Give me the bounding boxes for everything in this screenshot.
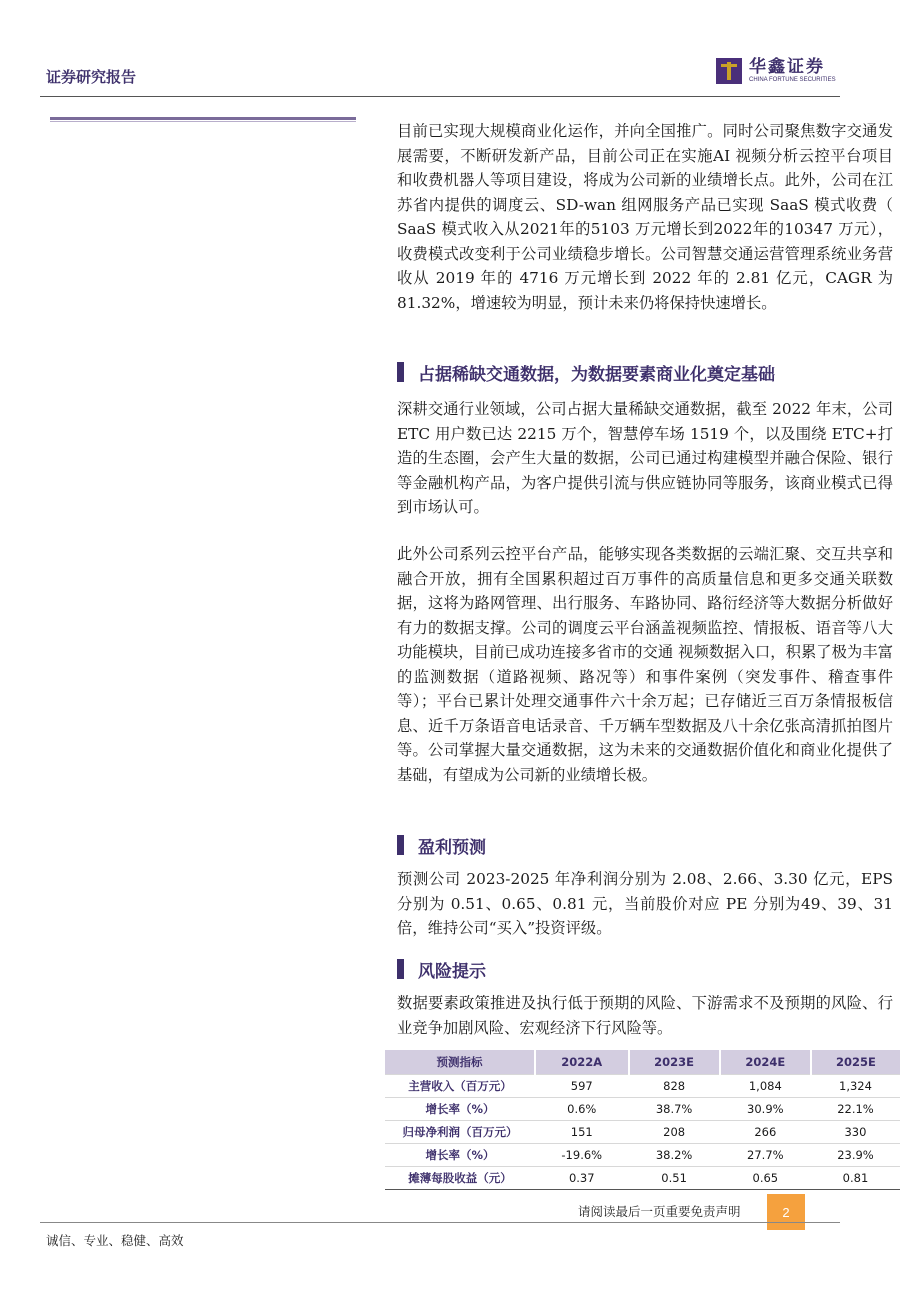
paragraph-earnings-forecast: 预测公司 2023-2025 年净利润分别为 2.08、2.66、3.30 亿元，EPS 分别为 0.51、0.65、0.81 元，当前股价对应 PE 分别为49、39、31倍，维持公司“买入”投资评级。 xyxy=(397,870,893,937)
logo-english-name: CHINA FORTUNE SECURITIES xyxy=(749,77,836,83)
paragraph-risk-warning: 数据要素政策推进及执行低于预期的风险、下游需求不及预期的风险、行业竞争加剧风险、宏观经济下行风险等。 xyxy=(397,994,893,1037)
page-number: 2 xyxy=(767,1194,805,1230)
section-marker-icon xyxy=(397,959,404,979)
row-label: 增长率（%） xyxy=(385,1097,535,1120)
report-type-label: 证券研究报告 xyxy=(46,68,137,86)
section-heading-forecast xyxy=(397,831,893,859)
table-cell: 208 xyxy=(629,1120,720,1143)
table-header-cell: 2022A xyxy=(535,1050,629,1074)
table-cell: 828 xyxy=(629,1074,720,1097)
table-cell: 22.1% xyxy=(811,1097,900,1120)
disclaimer-note: 请阅读最后一页重要免责声明 xyxy=(578,1204,741,1219)
table-cell: 597 xyxy=(535,1074,629,1097)
table-row xyxy=(385,1166,900,1189)
header-divider xyxy=(40,96,840,97)
section-title: 盈利预测 xyxy=(418,837,486,858)
table-row xyxy=(385,1097,900,1120)
row-label: 归母净利润（百万元） xyxy=(385,1120,535,1143)
table-cell: 27.7% xyxy=(720,1143,811,1166)
section-heading-risk xyxy=(397,955,893,983)
table-cell: 23.9% xyxy=(811,1143,900,1166)
table-header-cell: 预测指标 xyxy=(385,1050,535,1074)
company-motto: 诚信、专业、稳健、高效 xyxy=(46,1233,184,1248)
table-cell: 1,324 xyxy=(811,1074,900,1097)
table-cell: 0.65 xyxy=(720,1166,811,1189)
table-cell: 0.37 xyxy=(535,1166,629,1189)
main-content xyxy=(397,119,893,1040)
company-logo xyxy=(716,58,836,84)
sidebar-rule xyxy=(50,117,356,120)
table-row xyxy=(385,1120,900,1143)
paragraph-cloud-platform: 此外公司系列云控平台产品，能够实现各类数据的云端汇聚、交互共享和融合开放，拥有全国累积超过百万事件的高质量信息和更多交通关联数据，这将为路网管理、出行服务、车路协同、路衍经济等大数据分析做好有力的数据支撑。公司的调度云平台涵盖视频监控、情报板、语音等八大功能模块，目前已成功连接多省市的交通 视频数据入口，积累了极为丰富的监测数据（道路视频、路况等）和事件案例（突发事件、稽查事件等）；平台已累计处理交通事件六十余万起；已存储近三百万条情报板信息、近千万条语音电话录音、千万辆车型数据及八十余亿张高清抓拍图片等。公司掌握大量交通数据，这为未来的交通数据价值化和商业化提供了基础，有望成为公司新的业绩增长极。 xyxy=(397,545,893,784)
table-cell: 266 xyxy=(720,1120,811,1143)
table-header-cell: 2024E xyxy=(720,1050,811,1074)
table-cell: 1,084 xyxy=(720,1074,811,1097)
table-header-row xyxy=(385,1050,900,1074)
table-cell: 151 xyxy=(535,1120,629,1143)
forecast-table xyxy=(385,1050,900,1190)
table-cell: 0.6% xyxy=(535,1097,629,1120)
section-title: 占据稀缺交通数据，为数据要素商业化奠定基础 xyxy=(418,364,775,385)
footer-divider xyxy=(40,1222,840,1223)
section-title: 风险提示 xyxy=(418,961,486,982)
section-marker-icon xyxy=(397,835,404,855)
paragraph-scarce-data: 深耕交通行业领域，公司占据大量稀缺交通数据，截至 2022 年末，公司 ETC 用户数已达 2215 万个，智慧停车场 1519 个，以及围绕 ETC+打造的生态圈，会产生大量的数据，公司已通过构建模型并融合保险、银行等金融机构产品，为客户提供引流与供应链协同等服务，该商业模式已得到市场认可。 xyxy=(397,400,893,516)
table-cell: 38.2% xyxy=(629,1143,720,1166)
table-cell: 0.81 xyxy=(811,1166,900,1189)
table-cell: 330 xyxy=(811,1120,900,1143)
logo-chinese-name: 华鑫证券 xyxy=(749,57,825,77)
table-cell: 0.51 xyxy=(629,1166,720,1189)
row-label: 主营收入（百万元） xyxy=(385,1074,535,1097)
row-label: 增长率（%） xyxy=(385,1143,535,1166)
paragraph-business-growth: 目前已实现大规模商业化运作，并向全国推广。同时公司聚焦数字交通发展需要，不断研发新产品，目前公司正在实施AI 视频分析云控平台项目和收费机器人等项目建设，将成为公司新的业绩增长点。此外，公司在江苏省内提供的调度云、SD-wan 组网服务产品已实现 SaaS 模式收费（ SaaS 模式收入从2021年的5103 万元增长到2022年的10347 万元），收费模式改变利于公司业绩稳步增长。公司智慧交通运营管理系统业务营收从 2019 年的 4716 万元增长到 2022 年的 2.81 亿元，CAGR 为 81.32%，增速较为明显，预计未来仍将保持快速增长。 xyxy=(397,122,893,312)
table-cell: 38.7% xyxy=(629,1097,720,1120)
row-label: 摊薄每股收益（元） xyxy=(385,1166,535,1189)
table-header-cell: 2023E xyxy=(629,1050,720,1074)
table-row xyxy=(385,1143,900,1166)
logo-mark-icon xyxy=(716,58,742,84)
table-row xyxy=(385,1074,900,1097)
section-marker-icon xyxy=(397,362,404,382)
table-cell: 30.9% xyxy=(720,1097,811,1120)
table-cell: -19.6% xyxy=(535,1143,629,1166)
section-heading-data xyxy=(397,355,893,389)
table-header-cell: 2025E xyxy=(811,1050,900,1074)
